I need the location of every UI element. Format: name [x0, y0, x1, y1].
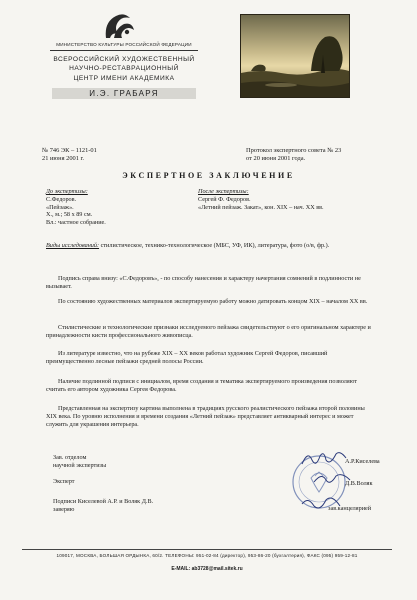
- institution-line: ЦЕНТР ИМЕНИ АКАДЕМИКА: [73, 74, 175, 82]
- office-head: зав.канцелярией: [328, 505, 372, 512]
- before-line: С.Федоров.: [46, 195, 77, 203]
- after-expertise: [198, 188, 388, 211]
- certify-line2: заверяю: [53, 506, 75, 513]
- signer-volyak: Д.В.Воляк: [345, 480, 373, 487]
- footer-address: 109017, МОСКВА, БОЛЬШАЯ ОРДЫНКА, 60/2. ТЕЛЕФОНЫ: 951-02-84 (директор), 953-86-20 (бухгалтерия), ФАКС (095) 959-12-81: [56, 553, 358, 558]
- before-line: Вл.: частное собрание.: [46, 219, 106, 227]
- certification: [53, 498, 153, 514]
- logo-icon: [100, 10, 140, 42]
- before-line: Х., м.; 58 x 89 см.: [46, 211, 93, 219]
- protocol-number: Протокол экспертного совета № 23: [246, 147, 342, 154]
- registration-left: [42, 147, 97, 163]
- paragraph: Стилистические и технологические признаки исследуемого пейзажа свидетельствуют о его оригинальном характере и принадлежности кисти профессионального живописца.: [46, 324, 371, 339]
- paragraph: По состоянию художественных материалов экспертируемую работу можно датировать концом XIX – началом XX вв.: [58, 298, 368, 305]
- before-line: «Пейзаж».: [46, 203, 74, 211]
- paragraph: Наличие подлинной подписи с инициалом, время создания и тематика экспертируемого произведения позволяют считать его автором художника Сергея Федорова.: [46, 378, 357, 393]
- painting-photo: [240, 14, 350, 98]
- methods-text: стилистическое, технико-технологическое (МБС, УФ, ИК), литература, фото (о/в, фр.).: [99, 242, 330, 249]
- head-of-department: [53, 454, 106, 470]
- institution-line: ВСЕРОССИЙСКИЙ ХУДОЖЕСТВЕННЫЙ: [53, 56, 195, 63]
- registration-number: № 746 ЭК – 1121-01: [42, 147, 97, 154]
- head-title-line1: Зав. отделом: [53, 454, 87, 461]
- head-title-line2: научной экспертизы: [53, 462, 107, 469]
- paragraph: Подпись справа внизу: «С.Федоровъ», - по способу нанесения и характеру начертания сомнений в подлинности не вызывает.: [46, 275, 361, 290]
- after-heading: После экспертизы:: [198, 188, 249, 195]
- header-divider: [50, 50, 198, 51]
- footer-email: E-MAIL: ab3728@mail.sitek.ru: [171, 566, 243, 572]
- footer-divider: [22, 549, 392, 550]
- paragraph: Из литературе известно, что на рубеже XIX – XX веков работал художник Сергей Федоров, писавший преимущественно лесные пейзажи средней полосы России.: [46, 350, 328, 365]
- signer-kiseleva: А.Р.Киселева: [345, 458, 380, 465]
- registration-date: 21 июня 2001 г.: [42, 155, 85, 162]
- expert-label: Эксперт: [53, 478, 75, 485]
- certify-line1: Подписи Киселевой А.Р. и Воляк Д.В.: [53, 498, 154, 505]
- signature-kiseleva: [300, 448, 348, 470]
- registration-right: [246, 147, 341, 163]
- research-methods: [46, 242, 376, 250]
- grabar-name: И.Э. ГРАБАРЯ: [89, 89, 159, 98]
- ministry-line: МИНИСТЕРСТВО КУЛЬТУРЫ РОССИЙСКОЙ ФЕДЕРАЦИИ: [56, 42, 192, 47]
- institution-name: [46, 55, 202, 83]
- methods-label: Виды исследований:: [46, 242, 100, 249]
- before-heading: До экспертизы:: [46, 188, 88, 195]
- document-title: ЭКСПЕРТНОЕ ЗАКЛЮЧЕНИЕ: [122, 171, 295, 180]
- after-line: Сергей Ф. Федоров.: [198, 195, 251, 203]
- protocol-date: от 20 июня 2001 года.: [246, 155, 306, 162]
- paragraph: Представленная на экспертизу картина выполнена в традициях русского реалистического пейзажа второй половины XIX века. По уровню исполнения и времени создания «Летний пейзаж» представляет антикварный интерес и может служить для украшения интерьера.: [46, 405, 365, 428]
- before-expertise: [46, 188, 176, 227]
- institution-line: НАУЧНО-РЕСТАВРАЦИОННЫЙ: [69, 65, 179, 73]
- after-line: «Летний пейзаж. Закат», кон. XIX – нач. XX вв.: [198, 203, 324, 211]
